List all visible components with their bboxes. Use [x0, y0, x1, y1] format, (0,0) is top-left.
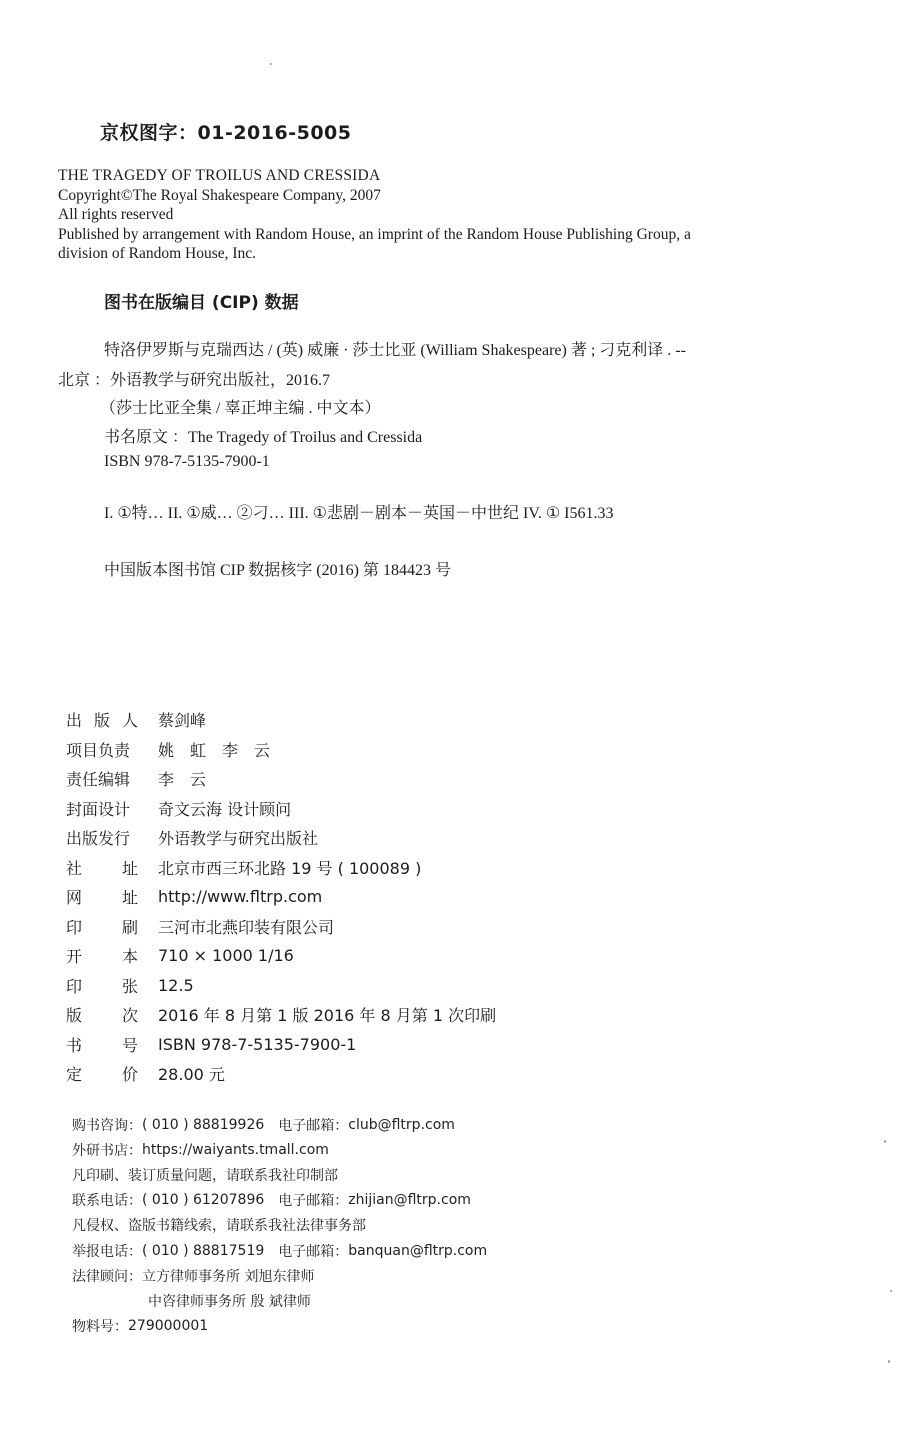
- published-line-1: Published by arrangement with Random House, an imprint of the Random House Publishing Group, a: [58, 225, 691, 243]
- detail-label-part: 印: [66, 917, 83, 937]
- purchase-email-label: 电子邮箱：: [278, 1117, 349, 1134]
- detail-row: [66, 823, 666, 853]
- detail-label-part: 定: [66, 1065, 83, 1085]
- scan-speck: [270, 63, 272, 65]
- detail-label-part: 版: [93, 711, 110, 731]
- cip-line-5: ISBN 978-7-5135-7900-1: [104, 453, 270, 470]
- license-number: 京权图字：01-2016-5005: [100, 122, 352, 144]
- detail-value: 蔡剑峰: [158, 711, 207, 731]
- contact-phone: ( 010 ) 61207896: [142, 1192, 265, 1209]
- report-label: 举报电话：: [72, 1243, 142, 1260]
- detail-label: [66, 767, 158, 790]
- detail-row: [66, 853, 666, 883]
- detail-label: [66, 1062, 138, 1085]
- report-phone: ( 010 ) 88817519: [142, 1242, 265, 1259]
- report-row: [72, 1238, 672, 1263]
- detail-row: [66, 1030, 666, 1060]
- detail-row: [66, 1059, 666, 1089]
- piracy-note: 凡侵权、盗版书籍线索，请联系我社法律事务部: [72, 1218, 366, 1235]
- detail-label-part: 责任编辑: [66, 770, 131, 790]
- detail-label: [66, 915, 138, 938]
- english-copyright-block: [58, 166, 848, 264]
- detail-row: [66, 705, 666, 735]
- cip-classification: I. ①特… II. ①威… ②刁… III. ①悲剧－剧本－英国－中世纪 IV. ① I561.33: [104, 505, 614, 522]
- copyright-line: Copyright©The Royal Shakespeare Company, 2007: [58, 186, 381, 204]
- detail-label: [66, 1033, 138, 1056]
- detail-value: 奇文云海 设计顾问: [158, 799, 292, 819]
- detail-label-part: 书: [66, 1035, 83, 1055]
- detail-label: [66, 1003, 138, 1026]
- detail-label-part: 社: [66, 858, 83, 878]
- published-line-2: division of Random House, Inc.: [58, 245, 257, 262]
- detail-value: 姚 虹 李 云: [158, 740, 271, 760]
- contact-email[interactable]: zhijian@fltrp.com: [348, 1192, 471, 1209]
- detail-label: [66, 974, 138, 997]
- detail-label-part: 价: [121, 1065, 138, 1085]
- detail-label-part: 项目负责: [66, 740, 131, 760]
- detail-value: 12.5: [158, 975, 194, 995]
- detail-value: 北京市西三环北路 19 号 ( 100089 ): [158, 858, 422, 878]
- detail-label-part: 址: [121, 858, 138, 878]
- detail-label: [66, 708, 138, 731]
- cip-record-number: 中国版本图书馆 CIP 数据核字 (2016) 第 184423 号: [104, 562, 451, 579]
- contact-row: [72, 1188, 672, 1213]
- detail-label-part: 版: [66, 1006, 83, 1026]
- purchase-email[interactable]: club@fltrp.com: [348, 1116, 455, 1133]
- detail-label-part: 址: [121, 888, 138, 908]
- legal-label: 法律顾问：: [72, 1268, 142, 1285]
- purchase-row: [72, 1112, 672, 1137]
- detail-value: ISBN 978-7-5135-7900-1: [158, 1034, 357, 1054]
- legal-row-2: [72, 1288, 672, 1313]
- detail-label-part: 印: [66, 976, 83, 996]
- detail-label: [66, 885, 138, 908]
- detail-label-part: 封面设计: [66, 799, 131, 819]
- publication-details: [66, 705, 666, 1089]
- purchase-label: 购书咨询：: [72, 1117, 142, 1134]
- legal-counsel-2: 中咨律师事务所 殷 斌律师: [148, 1293, 311, 1310]
- legal-counsel-1: 立方律师事务所 刘旭东律师: [142, 1268, 315, 1285]
- detail-row: [66, 912, 666, 942]
- detail-row: [66, 882, 666, 912]
- detail-label-part: 网: [66, 888, 83, 908]
- scan-speck: [888, 1360, 890, 1363]
- detail-label-part: 开: [66, 947, 83, 967]
- rights-line: All rights reserved: [58, 206, 174, 223]
- contact-email-label: 电子邮箱：: [278, 1193, 349, 1210]
- detail-value: 外语教学与研究出版社: [158, 829, 319, 849]
- material-label: 物料号：: [72, 1319, 128, 1336]
- contact-block: [72, 1112, 672, 1339]
- store-url[interactable]: https://waiyants.tmall.com: [142, 1141, 329, 1158]
- detail-label: [66, 797, 158, 820]
- detail-row: [66, 794, 666, 824]
- english-title: THE TRAGEDY OF TROILUS AND CRESSIDA: [58, 167, 381, 184]
- store-row: [72, 1137, 672, 1162]
- detail-value: 28.00 元: [158, 1065, 225, 1085]
- contact-label: 联系电话：: [72, 1193, 142, 1210]
- report-email[interactable]: banquan@fltrp.com: [348, 1242, 488, 1259]
- detail-label: [66, 856, 138, 879]
- quality-note: 凡印刷、装订质量问题，请联系我社印制部: [72, 1167, 338, 1184]
- cip-line-4: 书名原文 ：The Tragedy of Troilus and Cressida: [104, 429, 423, 446]
- detail-label-part: 出: [66, 711, 83, 731]
- detail-row: [66, 941, 666, 971]
- detail-row: [66, 764, 666, 794]
- detail-row: [66, 1000, 666, 1030]
- detail-value: 710 × 1000 1/16: [158, 946, 294, 966]
- detail-label: [66, 826, 158, 849]
- detail-value: 李 云: [158, 770, 207, 790]
- detail-label-part: 号: [121, 1035, 138, 1055]
- scan-speck: [884, 1140, 886, 1143]
- detail-value: 三河市北燕印装有限公司: [158, 917, 335, 937]
- detail-label-part: 本: [121, 947, 138, 967]
- detail-label-part: 人: [121, 711, 138, 731]
- detail-label-part: 出版发行: [66, 829, 131, 849]
- detail-label-part: 次: [121, 1006, 138, 1026]
- legal-row-1: [72, 1263, 672, 1288]
- report-email-label: 电子邮箱：: [278, 1243, 349, 1260]
- detail-label: [66, 944, 138, 967]
- material-number: 279000001: [128, 1318, 209, 1335]
- store-label: 外研书店：: [72, 1142, 142, 1159]
- cip-line-1: 特洛伊罗斯与克瑞西达 / (英) 威廉 · 莎士比亚 (William Shakespeare) 著 ; 刁克利译 . --: [104, 342, 686, 359]
- detail-label-part: 刷: [121, 917, 138, 937]
- detail-value[interactable]: http://www.fltrp.com: [158, 887, 323, 907]
- cip-line-2: 北京 ：外语教学与研究出版社，2016.7: [58, 372, 331, 389]
- cip-heading: 图书在版编目 (CIP) 数据: [104, 293, 299, 313]
- detail-row: [66, 971, 666, 1001]
- cip-line-3: （莎士比亚全集 / 辜正坤主编 . 中文本）: [100, 400, 381, 417]
- material-row: [72, 1314, 672, 1339]
- purchase-phone: ( 010 ) 88819926: [142, 1116, 265, 1133]
- scan-speck: [890, 1290, 892, 1292]
- detail-label-part: 张: [121, 976, 138, 996]
- detail-value: 2016 年 8 月第 1 版 2016 年 8 月第 1 次印刷: [158, 1006, 497, 1026]
- detail-row: [66, 735, 666, 765]
- detail-label: [66, 738, 158, 761]
